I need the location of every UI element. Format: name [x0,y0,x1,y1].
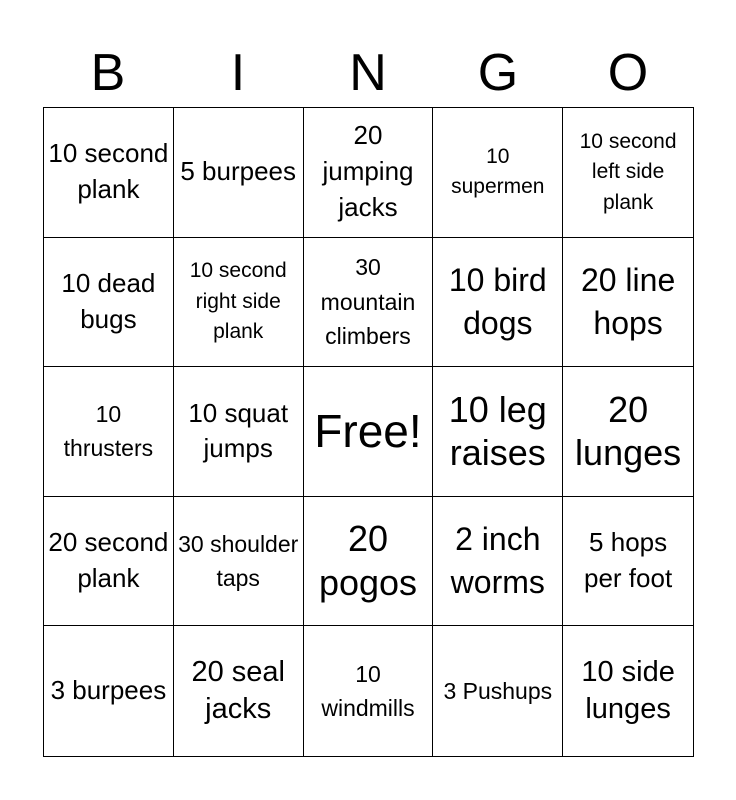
cell-label: 20 second plank [48,527,169,594]
bingo-cell[interactable] [304,497,434,627]
cell-label: 30 mountain climbers [320,254,416,350]
free-space-cell[interactable] [304,367,434,497]
cell-label: 20 line hops [580,261,676,341]
bingo-cell[interactable] [433,497,563,627]
cell-label: 3 burpees [50,675,167,706]
cell-label: 10 second right side plank [189,259,287,344]
bingo-cell[interactable] [44,626,174,756]
cell-label: 10 dead bugs [61,268,156,334]
cell-label: 30 shoulder taps [178,530,299,592]
bingo-cell[interactable] [563,626,693,756]
cell-label: 3 Pushups [443,677,553,704]
header-letter-g: G [477,44,519,102]
bingo-cell[interactable] [433,367,563,497]
cell-label: 10 side lunges [581,655,675,726]
bingo-cell[interactable] [563,238,693,368]
cell-label: 10 thrusters [63,400,154,462]
bingo-cell[interactable] [563,108,693,238]
bingo-cell[interactable] [433,108,563,238]
bingo-cell[interactable] [174,626,304,756]
bingo-cell[interactable] [304,626,434,756]
cell-label: 10 leg raises [448,388,547,474]
bingo-cell[interactable] [44,367,174,497]
cell-label: 5 burpees [180,156,297,187]
bingo-board [43,107,694,757]
header-letter-o: O [607,44,649,102]
bingo-cell[interactable] [433,626,563,756]
bingo-cell[interactable] [44,108,174,238]
bingo-cell[interactable] [433,238,563,368]
cell-label: 10 windmills [321,660,415,722]
cell-label: 10 bird dogs [448,261,547,341]
cell-label: 10 second left side plank [579,129,677,214]
bingo-cell[interactable] [174,497,304,627]
bingo-cell[interactable] [174,238,304,368]
cell-label: 2 inch worms [450,520,545,601]
bingo-cell[interactable] [174,367,304,497]
bingo-cell[interactable] [174,108,304,238]
free-space-label: Free! [314,405,422,458]
cell-label: 5 hops per foot [584,527,673,594]
bingo-header [43,38,693,108]
cell-label: 10 second plank [48,138,169,205]
bingo-cell[interactable] [44,497,174,627]
cell-label: 10 squat jumps [188,397,289,464]
header-letter-i: I [230,44,246,102]
bingo-cell[interactable] [563,367,693,497]
cell-label: 20 seal jacks [191,655,285,726]
bingo-cell[interactable] [304,108,434,238]
header-letter-n: N [349,44,387,102]
cell-label: 20 lunges [575,388,682,474]
cell-label: 20 jumping jacks [322,120,414,223]
cell-label: 10 supermen [451,144,545,199]
header-letter-b: B [90,44,126,102]
bingo-cell[interactable] [44,238,174,368]
bingo-cell[interactable] [304,238,434,368]
bingo-cell[interactable] [563,497,693,627]
cell-label: 20 pogos [318,518,418,604]
